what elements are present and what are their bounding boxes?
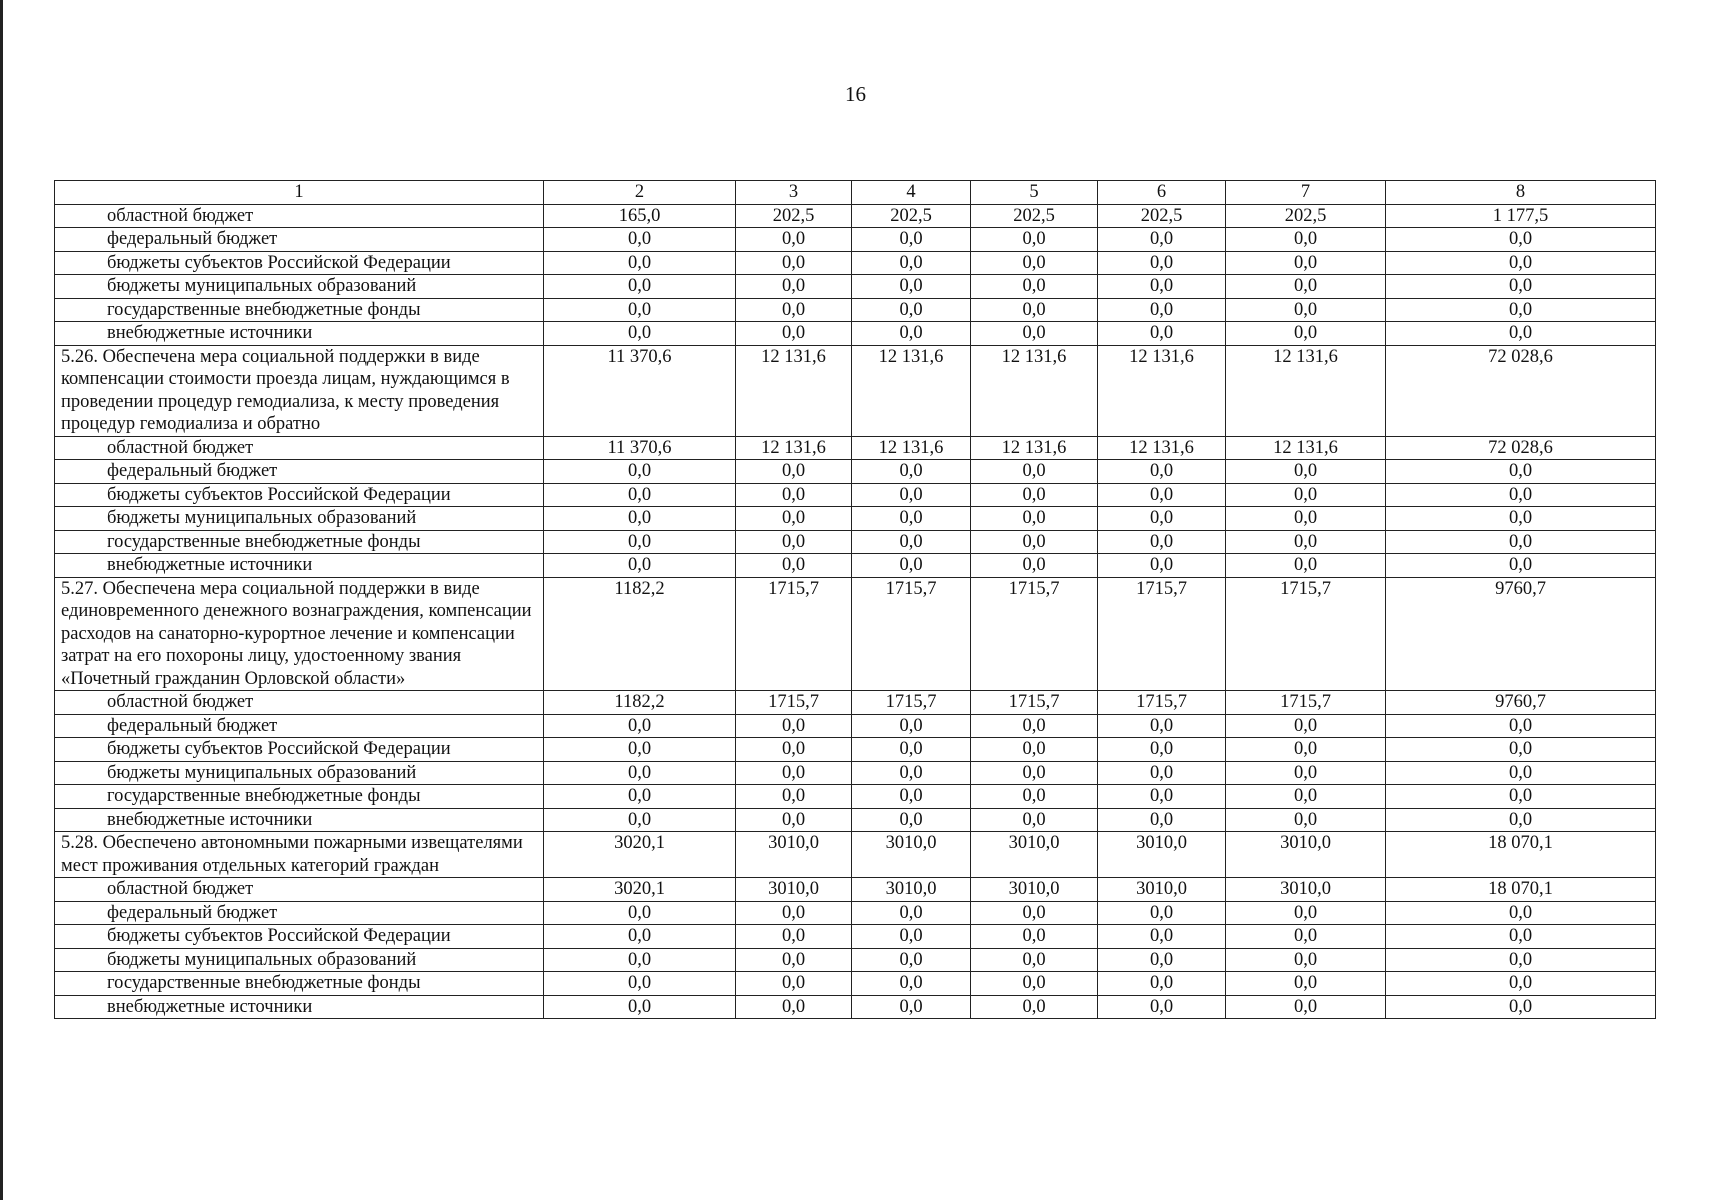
row-value-col-4: 1715,7 (852, 577, 971, 691)
row-value-col-2: 0,0 (544, 275, 736, 299)
table-row-source (55, 691, 1656, 715)
row-value-col-2: 0,0 (544, 554, 736, 578)
row-value-col-8: 0,0 (1386, 738, 1656, 762)
row-value-col-7: 3010,0 (1226, 832, 1386, 878)
row-value-col-6: 0,0 (1098, 554, 1226, 578)
row-value-col-7: 12 131,6 (1226, 345, 1386, 436)
table-row-source (55, 322, 1656, 346)
row-value-col-3: 0,0 (736, 554, 852, 578)
row-value-col-4: 0,0 (852, 483, 971, 507)
row-value-col-7: 0,0 (1226, 530, 1386, 554)
row-value-col-6: 0,0 (1098, 925, 1226, 949)
row-value-col-6: 0,0 (1098, 228, 1226, 252)
row-value-col-4: 0,0 (852, 808, 971, 832)
row-value-col-6: 0,0 (1098, 275, 1226, 299)
table-row-source (55, 251, 1656, 275)
row-value-col-4: 0,0 (852, 322, 971, 346)
row-value-col-6: 12 131,6 (1098, 345, 1226, 436)
row-label: 5.27. Обеспечена мера социальной поддержки в виде единовременного денежного вознаграждения, компенсации расходов на санаторно-курортное лечение и компенсации затрат на его похороны лицу, удостоенному звания «Почетный гражданин Орловской области» (55, 577, 544, 691)
table-row-source (55, 507, 1656, 531)
row-value-col-7: 0,0 (1226, 738, 1386, 762)
row-value-col-5: 12 131,6 (971, 436, 1098, 460)
row-value-col-3: 0,0 (736, 228, 852, 252)
table-row-item (55, 577, 1656, 691)
row-value-col-4: 0,0 (852, 460, 971, 484)
row-value-col-7: 0,0 (1226, 460, 1386, 484)
row-value-col-5: 0,0 (971, 761, 1098, 785)
row-value-col-5: 0,0 (971, 808, 1098, 832)
row-value-col-7: 1715,7 (1226, 691, 1386, 715)
row-value-col-3: 0,0 (736, 785, 852, 809)
row-label: 5.26. Обеспечена мера социальной поддержки в виде компенсации стоимости проезда лицам, нуждающимся в проведении процедур гемодиализа, к месту проведения процедур гемодиализа и обратно (55, 345, 544, 436)
row-value-col-4: 0,0 (852, 948, 971, 972)
row-value-col-7: 0,0 (1226, 298, 1386, 322)
row-value-col-5: 0,0 (971, 298, 1098, 322)
row-value-col-5: 202,5 (971, 204, 1098, 228)
row-value-col-7: 1715,7 (1226, 577, 1386, 691)
table-row-source (55, 878, 1656, 902)
row-value-col-8: 0,0 (1386, 808, 1656, 832)
row-value-col-4: 12 131,6 (852, 345, 971, 436)
table-row-source (55, 901, 1656, 925)
row-value-col-3: 3010,0 (736, 832, 852, 878)
row-value-col-7: 0,0 (1226, 483, 1386, 507)
row-value-col-8: 9760,7 (1386, 691, 1656, 715)
row-value-col-4: 0,0 (852, 995, 971, 1019)
row-value-col-2: 0,0 (544, 995, 736, 1019)
row-value-col-6: 0,0 (1098, 808, 1226, 832)
row-value-col-6: 0,0 (1098, 251, 1226, 275)
row-value-col-3: 12 131,6 (736, 345, 852, 436)
row-value-col-5: 0,0 (971, 785, 1098, 809)
table-row-source (55, 948, 1656, 972)
row-value-col-5: 0,0 (971, 483, 1098, 507)
row-value-col-4: 0,0 (852, 228, 971, 252)
row-value-col-4: 0,0 (852, 251, 971, 275)
row-value-col-2: 0,0 (544, 228, 736, 252)
row-label: бюджеты субъектов Российской Федерации (55, 251, 544, 275)
row-value-col-8: 0,0 (1386, 714, 1656, 738)
row-value-col-2: 3020,1 (544, 832, 736, 878)
row-label: федеральный бюджет (55, 460, 544, 484)
row-value-col-8: 18 070,1 (1386, 832, 1656, 878)
row-value-col-5: 0,0 (971, 714, 1098, 738)
row-value-col-3: 0,0 (736, 948, 852, 972)
row-value-col-6: 202,5 (1098, 204, 1226, 228)
row-value-col-7: 0,0 (1226, 785, 1386, 809)
table-row-source (55, 530, 1656, 554)
row-value-col-3: 0,0 (736, 298, 852, 322)
row-value-col-3: 202,5 (736, 204, 852, 228)
row-value-col-8: 0,0 (1386, 322, 1656, 346)
row-value-col-3: 0,0 (736, 251, 852, 275)
row-value-col-6: 0,0 (1098, 507, 1226, 531)
row-value-col-5: 1715,7 (971, 691, 1098, 715)
row-value-col-7: 0,0 (1226, 948, 1386, 972)
column-header: 2 (544, 181, 736, 205)
row-value-col-6: 1715,7 (1098, 577, 1226, 691)
row-value-col-3: 0,0 (736, 738, 852, 762)
row-value-col-6: 0,0 (1098, 972, 1226, 996)
table-row-source (55, 298, 1656, 322)
row-value-col-8: 0,0 (1386, 972, 1656, 996)
row-value-col-3: 0,0 (736, 714, 852, 738)
row-value-col-7: 0,0 (1226, 995, 1386, 1019)
row-value-col-4: 0,0 (852, 554, 971, 578)
row-value-col-7: 0,0 (1226, 808, 1386, 832)
row-value-col-6: 0,0 (1098, 901, 1226, 925)
row-value-col-6: 1715,7 (1098, 691, 1226, 715)
budget-table (54, 180, 1656, 1019)
row-label: бюджеты муниципальных образований (55, 948, 544, 972)
row-value-col-8: 9760,7 (1386, 577, 1656, 691)
row-label: бюджеты муниципальных образований (55, 275, 544, 299)
row-label: бюджеты субъектов Российской Федерации (55, 925, 544, 949)
row-value-col-4: 0,0 (852, 738, 971, 762)
row-value-col-8: 0,0 (1386, 483, 1656, 507)
row-value-col-5: 0,0 (971, 228, 1098, 252)
row-value-col-4: 0,0 (852, 507, 971, 531)
row-value-col-4: 12 131,6 (852, 436, 971, 460)
row-value-col-7: 0,0 (1226, 925, 1386, 949)
row-value-col-4: 0,0 (852, 901, 971, 925)
row-value-col-5: 0,0 (971, 972, 1098, 996)
row-value-col-8: 0,0 (1386, 948, 1656, 972)
row-value-col-3: 1715,7 (736, 577, 852, 691)
row-value-col-3: 12 131,6 (736, 436, 852, 460)
column-header: 6 (1098, 181, 1226, 205)
table-row-source (55, 554, 1656, 578)
row-value-col-2: 0,0 (544, 460, 736, 484)
row-value-col-4: 0,0 (852, 785, 971, 809)
row-value-col-2: 0,0 (544, 483, 736, 507)
row-value-col-5: 0,0 (971, 251, 1098, 275)
row-value-col-5: 12 131,6 (971, 345, 1098, 436)
row-value-col-5: 0,0 (971, 322, 1098, 346)
budget-table-body (55, 181, 1656, 1019)
row-value-col-2: 0,0 (544, 972, 736, 996)
row-label: государственные внебюджетные фонды (55, 785, 544, 809)
row-value-col-2: 0,0 (544, 507, 736, 531)
row-value-col-5: 3010,0 (971, 878, 1098, 902)
table-row-source (55, 228, 1656, 252)
row-value-col-2: 165,0 (544, 204, 736, 228)
row-value-col-3: 0,0 (736, 322, 852, 346)
row-value-col-7: 0,0 (1226, 228, 1386, 252)
row-value-col-5: 0,0 (971, 554, 1098, 578)
row-value-col-2: 11 370,6 (544, 345, 736, 436)
row-value-col-8: 0,0 (1386, 785, 1656, 809)
table-row-source (55, 738, 1656, 762)
row-value-col-3: 0,0 (736, 925, 852, 949)
table-row-source (55, 995, 1656, 1019)
row-value-col-2: 0,0 (544, 808, 736, 832)
row-value-col-6: 3010,0 (1098, 832, 1226, 878)
row-value-col-7: 0,0 (1226, 251, 1386, 275)
row-value-col-4: 0,0 (852, 761, 971, 785)
row-label: федеральный бюджет (55, 228, 544, 252)
row-label: 5.28. Обеспечено автономными пожарными извещателями мест проживания отдельных категорий граждан (55, 832, 544, 878)
row-value-col-6: 0,0 (1098, 322, 1226, 346)
row-value-col-5: 0,0 (971, 275, 1098, 299)
row-label: бюджеты субъектов Российской Федерации (55, 483, 544, 507)
row-value-col-7: 202,5 (1226, 204, 1386, 228)
row-value-col-2: 0,0 (544, 714, 736, 738)
row-value-col-3: 1715,7 (736, 691, 852, 715)
row-value-col-2: 0,0 (544, 298, 736, 322)
row-value-col-4: 3010,0 (852, 832, 971, 878)
table-row-source (55, 808, 1656, 832)
row-value-col-7: 0,0 (1226, 275, 1386, 299)
table-row-source (55, 972, 1656, 996)
row-value-col-5: 0,0 (971, 995, 1098, 1019)
row-label: государственные внебюджетные фонды (55, 972, 544, 996)
row-value-col-5: 1715,7 (971, 577, 1098, 691)
table-row-source (55, 925, 1656, 949)
header-row (55, 181, 1656, 205)
row-value-col-3: 0,0 (736, 972, 852, 996)
row-label: бюджеты муниципальных образований (55, 761, 544, 785)
row-value-col-3: 3010,0 (736, 878, 852, 902)
row-value-col-2: 0,0 (544, 738, 736, 762)
row-value-col-5: 0,0 (971, 738, 1098, 762)
row-value-col-8: 0,0 (1386, 530, 1656, 554)
row-value-col-8: 72 028,6 (1386, 345, 1656, 436)
row-value-col-7: 0,0 (1226, 901, 1386, 925)
row-value-col-5: 3010,0 (971, 832, 1098, 878)
row-value-col-4: 0,0 (852, 972, 971, 996)
row-label: бюджеты субъектов Российской Федерации (55, 738, 544, 762)
row-label: областной бюджет (55, 204, 544, 228)
row-value-col-3: 0,0 (736, 275, 852, 299)
row-value-col-2: 0,0 (544, 322, 736, 346)
row-label: государственные внебюджетные фонды (55, 530, 544, 554)
row-value-col-3: 0,0 (736, 507, 852, 531)
row-label: областной бюджет (55, 878, 544, 902)
row-value-col-2: 0,0 (544, 901, 736, 925)
column-header: 5 (971, 181, 1098, 205)
table-row-source (55, 714, 1656, 738)
row-value-col-8: 0,0 (1386, 761, 1656, 785)
scan-edge-line (0, 0, 3, 1200)
row-value-col-2: 1182,2 (544, 577, 736, 691)
row-value-col-6: 0,0 (1098, 761, 1226, 785)
row-value-col-7: 0,0 (1226, 554, 1386, 578)
row-label: внебюджетные источники (55, 554, 544, 578)
table-row-source (55, 204, 1656, 228)
row-value-col-5: 0,0 (971, 925, 1098, 949)
row-value-col-4: 0,0 (852, 714, 971, 738)
row-value-col-3: 0,0 (736, 483, 852, 507)
row-value-col-2: 0,0 (544, 761, 736, 785)
column-header: 8 (1386, 181, 1656, 205)
row-value-col-4: 0,0 (852, 925, 971, 949)
column-header: 3 (736, 181, 852, 205)
row-value-col-7: 0,0 (1226, 972, 1386, 996)
row-value-col-8: 0,0 (1386, 901, 1656, 925)
row-value-col-8: 0,0 (1386, 251, 1656, 275)
row-value-col-6: 0,0 (1098, 738, 1226, 762)
row-value-col-5: 0,0 (971, 530, 1098, 554)
row-value-col-6: 3010,0 (1098, 878, 1226, 902)
row-value-col-8: 18 070,1 (1386, 878, 1656, 902)
row-value-col-8: 0,0 (1386, 554, 1656, 578)
row-value-col-6: 0,0 (1098, 785, 1226, 809)
row-value-col-4: 3010,0 (852, 878, 971, 902)
row-value-col-8: 0,0 (1386, 995, 1656, 1019)
column-header: 4 (852, 181, 971, 205)
row-value-col-3: 0,0 (736, 761, 852, 785)
row-value-col-8: 0,0 (1386, 228, 1656, 252)
column-header: 7 (1226, 181, 1386, 205)
row-value-col-7: 0,0 (1226, 714, 1386, 738)
row-value-col-8: 72 028,6 (1386, 436, 1656, 460)
table-row-source (55, 460, 1656, 484)
row-value-col-5: 0,0 (971, 460, 1098, 484)
table-row-item (55, 832, 1656, 878)
row-value-col-5: 0,0 (971, 901, 1098, 925)
row-value-col-3: 0,0 (736, 901, 852, 925)
row-value-col-6: 0,0 (1098, 995, 1226, 1019)
row-value-col-7: 0,0 (1226, 507, 1386, 531)
row-value-col-8: 0,0 (1386, 460, 1656, 484)
row-value-col-3: 0,0 (736, 995, 852, 1019)
row-label: внебюджетные источники (55, 808, 544, 832)
row-value-col-8: 0,0 (1386, 298, 1656, 322)
page-number: 16 (845, 82, 866, 106)
row-value-col-6: 0,0 (1098, 483, 1226, 507)
row-value-col-4: 0,0 (852, 530, 971, 554)
table-row-source (55, 761, 1656, 785)
row-label: внебюджетные источники (55, 995, 544, 1019)
row-value-col-6: 0,0 (1098, 948, 1226, 972)
row-value-col-3: 0,0 (736, 808, 852, 832)
row-value-col-4: 202,5 (852, 204, 971, 228)
row-value-col-7: 0,0 (1226, 761, 1386, 785)
row-label: областной бюджет (55, 436, 544, 460)
row-value-col-3: 0,0 (736, 460, 852, 484)
row-value-col-2: 11 370,6 (544, 436, 736, 460)
row-value-col-8: 1 177,5 (1386, 204, 1656, 228)
row-value-col-2: 3020,1 (544, 878, 736, 902)
row-label: внебюджетные источники (55, 322, 544, 346)
row-value-col-6: 0,0 (1098, 298, 1226, 322)
row-value-col-2: 1182,2 (544, 691, 736, 715)
row-value-col-3: 0,0 (736, 530, 852, 554)
row-value-col-7: 12 131,6 (1226, 436, 1386, 460)
table-row-source (55, 785, 1656, 809)
row-label: бюджеты муниципальных образований (55, 507, 544, 531)
row-value-col-4: 0,0 (852, 275, 971, 299)
row-value-col-6: 0,0 (1098, 714, 1226, 738)
row-value-col-2: 0,0 (544, 251, 736, 275)
table-row-source (55, 436, 1656, 460)
row-value-col-2: 0,0 (544, 530, 736, 554)
row-value-col-5: 0,0 (971, 948, 1098, 972)
row-value-col-2: 0,0 (544, 948, 736, 972)
table-row-source (55, 275, 1656, 299)
row-label: областной бюджет (55, 691, 544, 715)
row-value-col-6: 12 131,6 (1098, 436, 1226, 460)
row-value-col-6: 0,0 (1098, 530, 1226, 554)
row-value-col-2: 0,0 (544, 785, 736, 809)
row-value-col-7: 3010,0 (1226, 878, 1386, 902)
row-value-col-5: 0,0 (971, 507, 1098, 531)
row-label: государственные внебюджетные фонды (55, 298, 544, 322)
row-label: федеральный бюджет (55, 714, 544, 738)
row-value-col-8: 0,0 (1386, 507, 1656, 531)
column-header: 1 (55, 181, 544, 205)
row-value-col-8: 0,0 (1386, 925, 1656, 949)
row-value-col-4: 0,0 (852, 298, 971, 322)
row-value-col-7: 0,0 (1226, 322, 1386, 346)
row-value-col-4: 1715,7 (852, 691, 971, 715)
row-value-col-8: 0,0 (1386, 275, 1656, 299)
row-value-col-6: 0,0 (1098, 460, 1226, 484)
row-value-col-2: 0,0 (544, 925, 736, 949)
table-row-item (55, 345, 1656, 436)
table-row-source (55, 483, 1656, 507)
row-label: федеральный бюджет (55, 901, 544, 925)
